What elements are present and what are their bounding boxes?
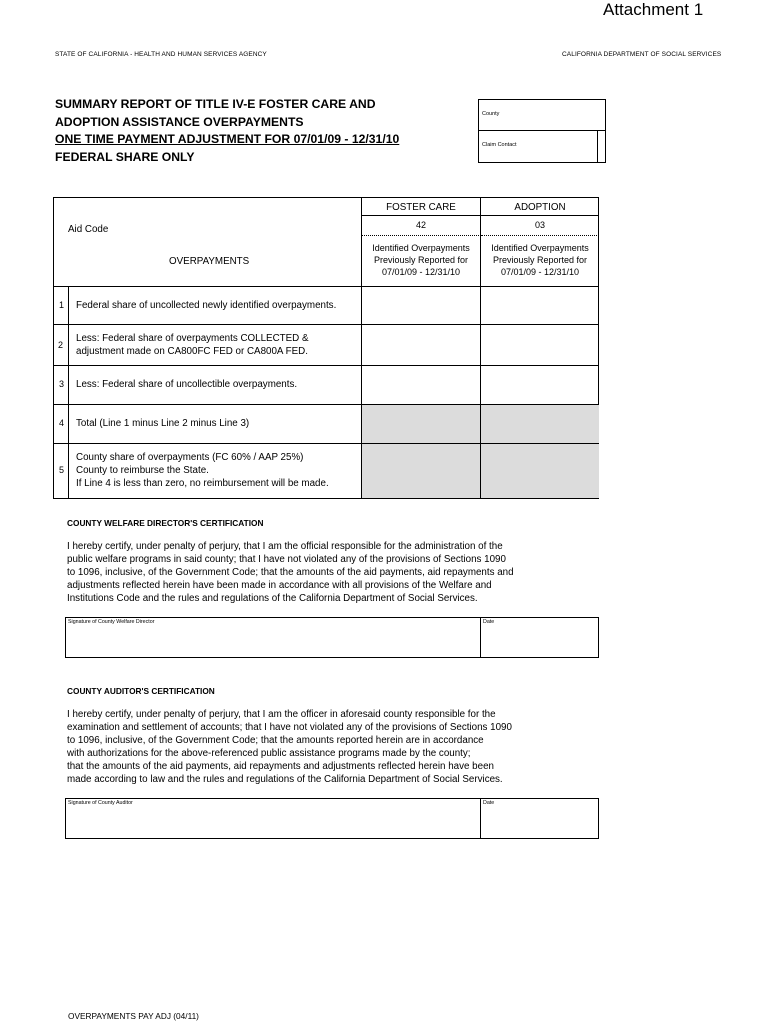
claim-contact-field[interactable] [479, 131, 598, 162]
overpayments-table [53, 197, 599, 499]
foster-care-value-cell[interactable] [361, 287, 481, 324]
row-number: 1 [59, 300, 65, 310]
adoption-value-cell[interactable] [481, 287, 599, 324]
auditor-cert-heading: COUNTY AUDITOR'S CERTIFICATION [67, 686, 215, 696]
cert-line: examination and settlement of accounts; that I have not violated any of the provisions of Sections 1090 [67, 722, 512, 733]
foster-care-shaded-cell [361, 405, 481, 443]
foster-care-shaded-cell [361, 444, 481, 498]
aid-code-label: Aid Code [68, 224, 109, 235]
auditor-signature-box [65, 798, 599, 839]
director-cert-text [67, 540, 514, 605]
director-signature-label: Signature of County Welfare Director [68, 619, 155, 625]
cert-line: I hereby certify, under penalty of perjury, that I am the official responsible for the administration of the [67, 541, 503, 552]
adoption-code-cell [481, 216, 599, 236]
auditor-date-field[interactable] [481, 799, 598, 838]
cert-line: Institutions Code and the rules and regulations of the California Department of Social Services. [67, 593, 478, 604]
title-line-3: ONE TIME PAYMENT ADJUSTMENT FOR 07/01/09 - 12/31/10 [55, 132, 400, 146]
cert-line: to 1096, inclusive, of the Government Code; that the amounts reported herein are in accordance [67, 735, 484, 746]
fc-sub-line-3: 07/01/09 - 12/31/10 [381, 267, 461, 277]
row-line: County to reimburse the State. [76, 465, 209, 476]
ad-sub-line-2: Previously Reported for [492, 255, 588, 265]
director-date-field[interactable] [481, 618, 598, 657]
county-field[interactable] [479, 100, 605, 131]
fc-sub-line-1: Identified Overpayments [372, 243, 470, 253]
foster-care-header: FOSTER CARE [386, 202, 456, 213]
row-line: If Line 4 is less than zero, no reimbursement will be made. [76, 478, 329, 489]
row-description: Total (Line 1 minus Line 2 minus Line 3) [76, 418, 250, 429]
report-title [55, 96, 399, 166]
auditor-date-label: Date [483, 800, 495, 806]
row-number: 2 [58, 340, 64, 350]
table-row [54, 287, 599, 325]
header-adoption [481, 198, 599, 216]
title-line-2: ADOPTION ASSISTANCE OVERPAYMENTS [55, 114, 304, 129]
agency-name: STATE OF CALIFORNIA - HEALTH AND HUMAN SERVICES AGENCY [55, 51, 267, 58]
row-description: Federal share of uncollected newly identified overpayments. [76, 300, 337, 311]
row-line: County share of overpayments (FC 60% / AAP 25%) [76, 452, 304, 463]
cert-line: to 1096, inclusive, of the Government Code; that the amounts of the aid payments, aid repayments and [67, 567, 514, 578]
auditor-signature-field[interactable] [66, 799, 480, 838]
foster-care-subheader [361, 236, 481, 287]
row-line: adjustment made on CA800FC FED or CA800A FED. [76, 346, 308, 357]
cert-line: that the amounts of the aid payments, aid repayments and adjustments reflected herein have been [67, 761, 494, 772]
adoption-shaded-cell [481, 444, 599, 498]
form-number: OVERPAYMENTS PAY ADJ (04/11) [68, 1011, 199, 1021]
telephone-cell[interactable] [597, 130, 606, 163]
table-row [54, 366, 599, 405]
ad-sub-line-1: Identified Overpayments [491, 243, 589, 253]
claim-contact-label: Claim Contact [482, 142, 517, 148]
attachment-label: Attachment 1 [603, 0, 704, 19]
foster-care-value-cell[interactable] [361, 366, 481, 404]
foster-care-value-cell[interactable] [361, 325, 481, 365]
adoption-value-cell[interactable] [481, 325, 599, 365]
cert-line: I hereby certify, under penalty of perjury, that I am the officer in aforesaid county responsible for the [67, 709, 496, 720]
table-row [54, 405, 599, 444]
row-description [76, 451, 329, 490]
cert-line: public welfare programs in said county; that I have not violated any of the provisions of Sections 1090 [67, 554, 506, 565]
overpayments-label: OVERPAYMENTS [169, 256, 250, 267]
auditor-cert-text [67, 708, 512, 786]
row-line: Less: Federal share of overpayments COLLECTED & [76, 333, 309, 344]
table-row [54, 325, 599, 366]
cert-line: made according to law and the rules and regulations of the California Department of Social Services. [67, 774, 503, 785]
table-row [54, 444, 599, 498]
title-line-4: FEDERAL SHARE ONLY [55, 149, 195, 164]
county-label: County [482, 111, 500, 117]
title-line-1: SUMMARY REPORT OF TITLE IV-E FOSTER CARE AND [55, 97, 376, 111]
county-info-box [478, 99, 606, 163]
adoption-shaded-cell [481, 405, 599, 443]
cert-line: with authorizations for the above-referenced public assistance programs made by the county; [67, 748, 471, 759]
row-number: 5 [59, 465, 65, 475]
director-cert-heading: COUNTY WELFARE DIRECTOR'S CERTIFICATION [67, 518, 264, 528]
department-name: CALIFORNIA DEPARTMENT OF SOCIAL SERVICES [562, 51, 722, 58]
director-signature-box [65, 617, 599, 658]
foster-care-aid-code: 42 [415, 220, 426, 230]
row-number: 4 [59, 418, 65, 428]
adoption-subheader [481, 236, 599, 287]
director-date-label: Date [483, 619, 495, 625]
ad-sub-line-3: 07/01/09 - 12/31/10 [500, 267, 580, 277]
row-number: 3 [59, 379, 65, 389]
director-signature-field[interactable] [66, 618, 480, 657]
row-description [76, 332, 309, 358]
adoption-header: ADOPTION [514, 202, 566, 213]
row-description: Less: Federal share of uncollectible overpayments. [76, 379, 298, 390]
header-foster-care [361, 198, 481, 216]
adoption-aid-code: 03 [534, 220, 545, 230]
auditor-signature-label: Signature of County Auditor [68, 800, 133, 806]
cert-line: adjustments reflected herein have been made in accordance with all provisions of the Welfare and [67, 580, 492, 591]
fc-sub-line-2: Previously Reported for [373, 255, 469, 265]
adoption-value-cell[interactable] [481, 366, 599, 404]
foster-care-code-cell [361, 216, 481, 236]
